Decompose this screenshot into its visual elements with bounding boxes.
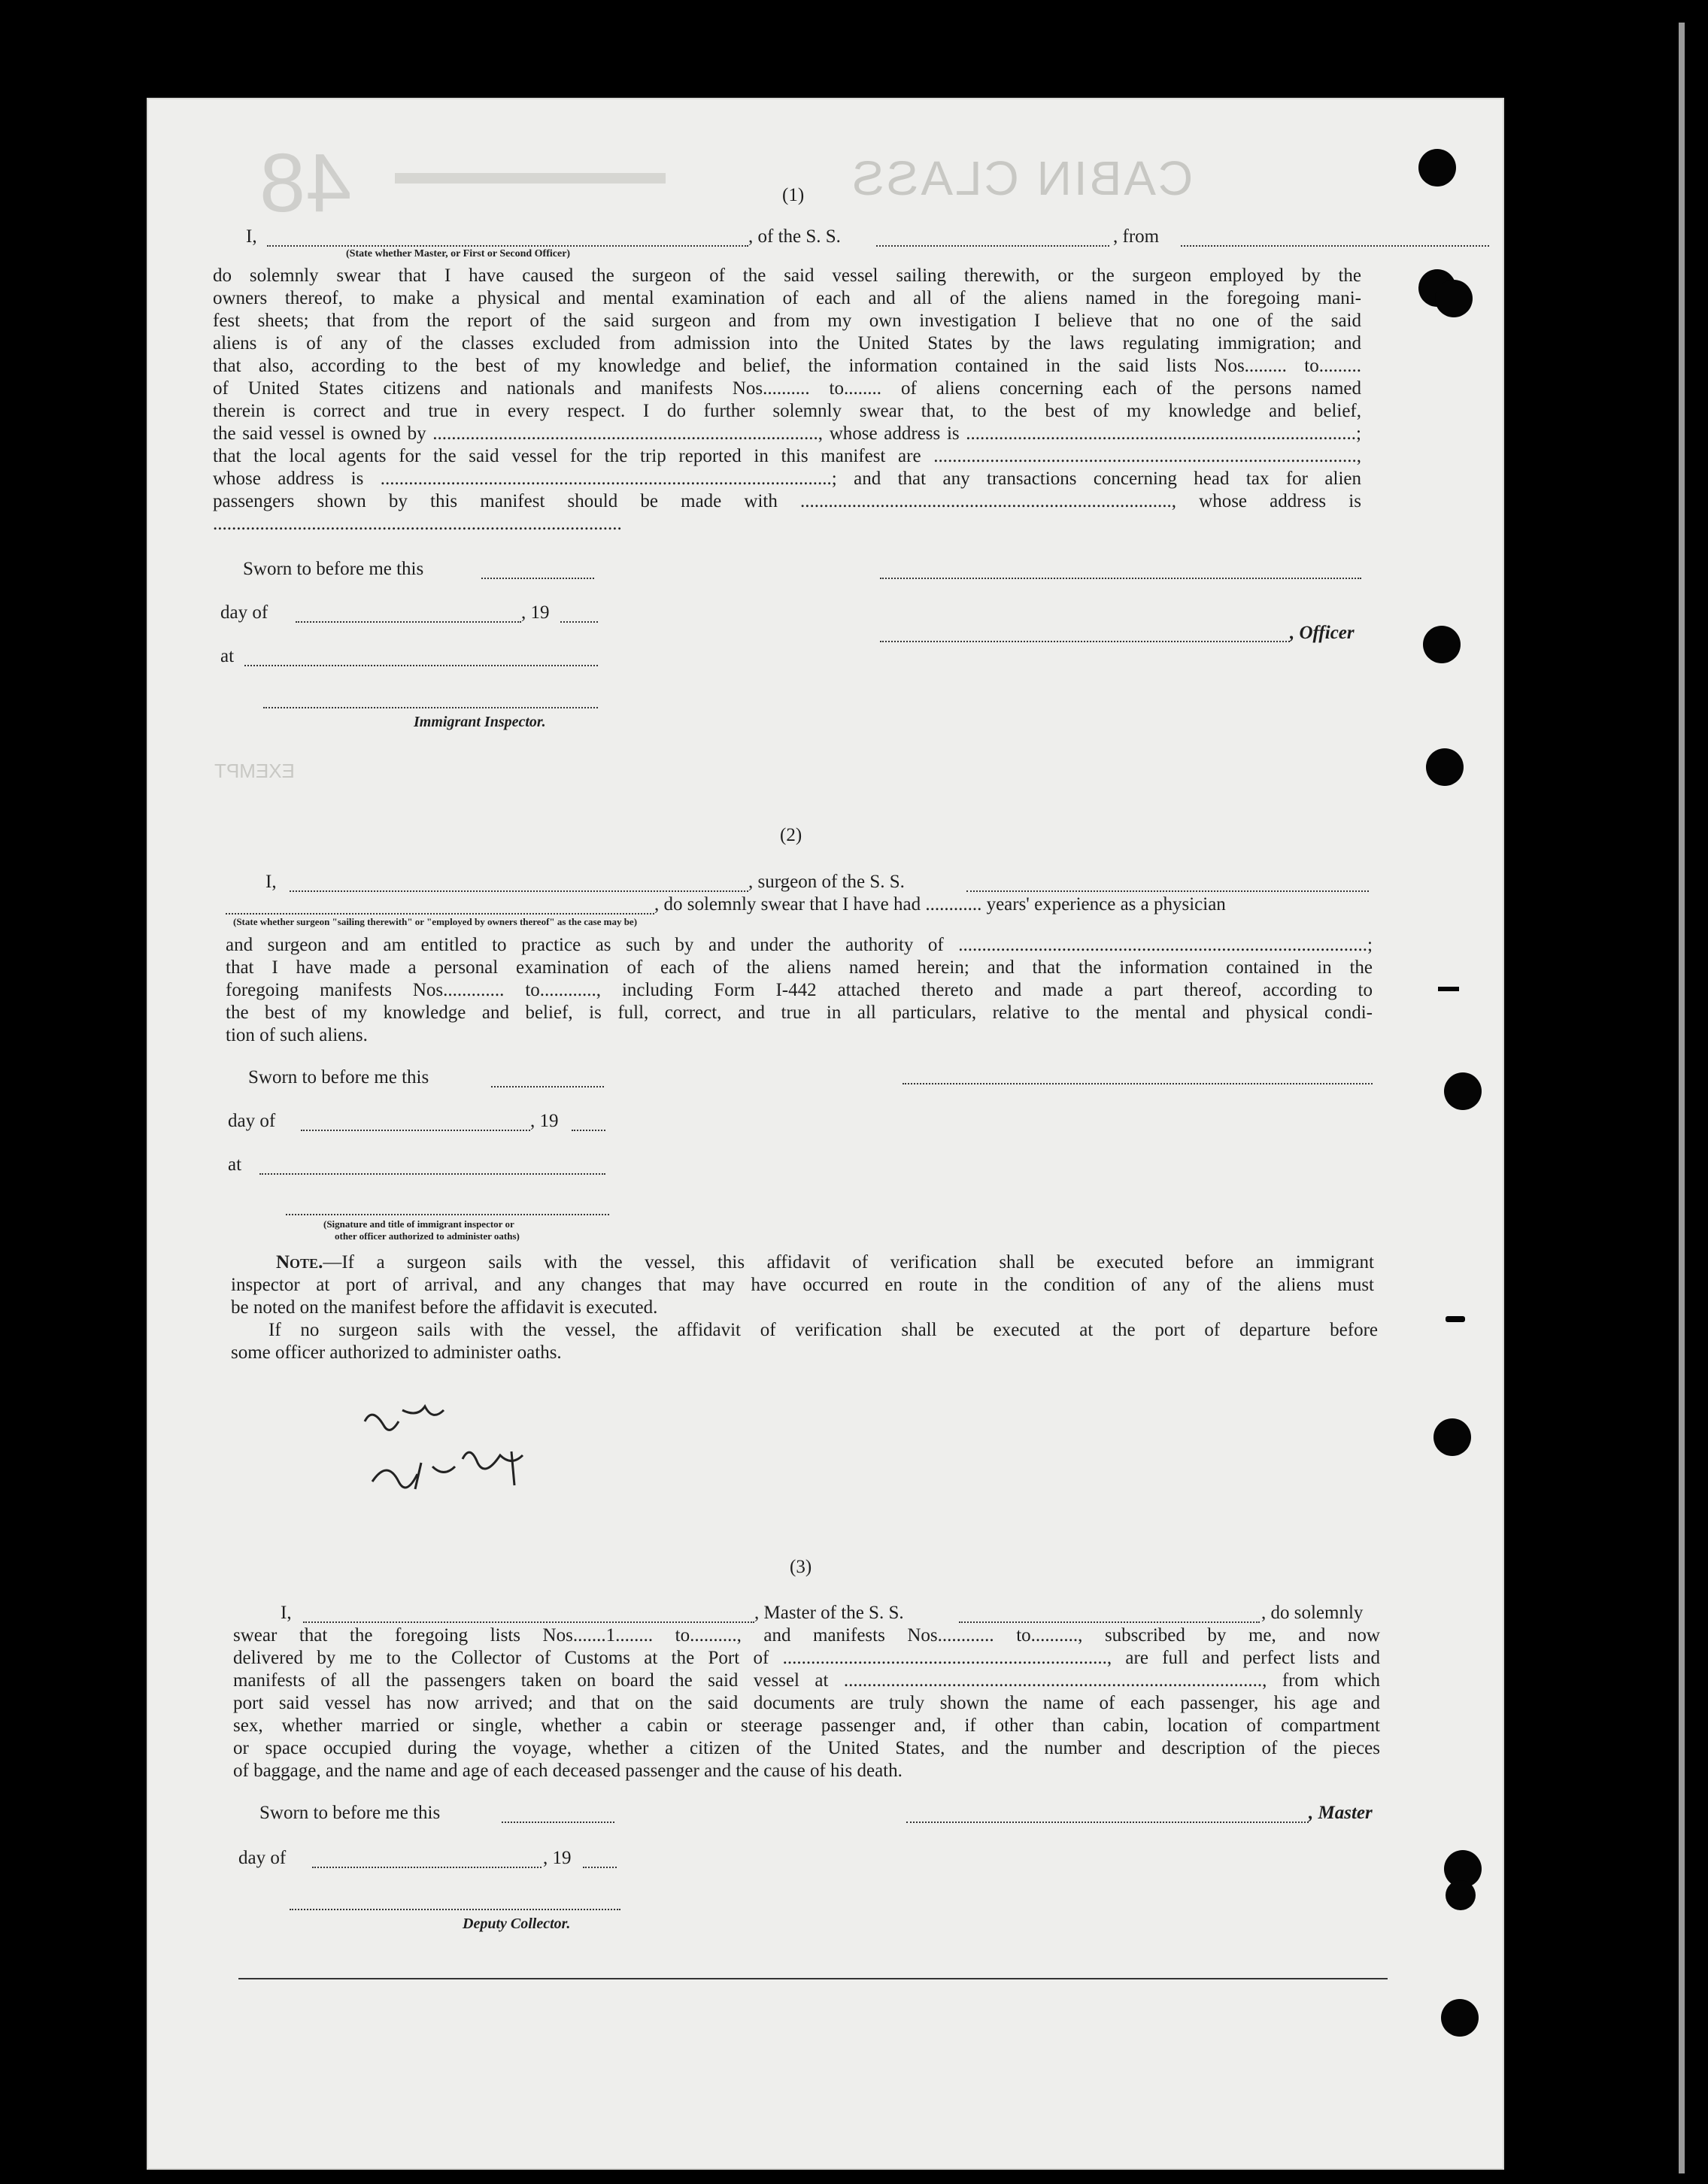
s2-i: I, bbox=[265, 872, 277, 892]
s2-note-line: If no surgeon sails with the vessel, the affidavit of verification shall be executed at the port of departure before bbox=[268, 1320, 1378, 1340]
s1-line: do solemnly swear that I have caused the surgeon of the said vessel sailing therewith, or the surgeon employed by the bbox=[213, 265, 1361, 286]
s3-deputy-line bbox=[290, 1909, 620, 1910]
s1-sworn-field bbox=[481, 578, 594, 579]
s2-ship-field bbox=[966, 890, 1369, 892]
s1-officer bbox=[1290, 622, 1355, 645]
bleed-through-number: 48 bbox=[259, 137, 352, 229]
s2-line: and surgeon and am entitled to practice as such by and under the authority of .......................................................................................; bbox=[226, 935, 1373, 955]
s2-line2: , do solemnly swear that I have had ............ years' experience as a physician bbox=[654, 894, 1226, 915]
s3-sworn: Sworn to before me this bbox=[259, 1803, 441, 1823]
s1-line: that the local agents for the said vessel for the trip reported in this manifest are .........................................................................................., bbox=[213, 446, 1361, 466]
punch-hole bbox=[1418, 149, 1456, 187]
s3-master-sig-line bbox=[906, 1822, 1309, 1823]
s3-master-label: , Master bbox=[1309, 1803, 1373, 1823]
s1-officer-note: (State whether Master, or First or Second Officer) bbox=[346, 248, 571, 259]
s3-deputy bbox=[463, 1912, 570, 1935]
punch-hole bbox=[1426, 748, 1464, 786]
s1-officer-sig-line-1 bbox=[880, 578, 1361, 579]
s3-master-of: , Master of the S. S. bbox=[754, 1603, 904, 1623]
s1-inspector bbox=[414, 710, 546, 733]
section-1-number: (1) bbox=[782, 185, 805, 205]
bleed-through-stamp: EXEMPT bbox=[214, 760, 295, 782]
section-3-number: (3) bbox=[790, 1557, 812, 1577]
s2-note-line: inspector at port of arrival, and any changes that may have occurred en route in the condition of any of the aliens must bbox=[231, 1275, 1374, 1295]
punch-hole bbox=[1446, 1880, 1476, 1910]
s2-sig-note-1: (Signature and title of immigrant inspector or bbox=[323, 1218, 514, 1230]
s2-note-label: Note. bbox=[276, 1252, 323, 1272]
s3-line: manifests of all the passengers taken on board the said vessel at ........................................................................................., from which bbox=[233, 1670, 1380, 1691]
s1-sworn: Sworn to before me this bbox=[243, 559, 424, 579]
s1-from-field bbox=[1181, 245, 1489, 247]
s2-sig-note-2: other officer authorized to administer oaths) bbox=[335, 1230, 520, 1242]
s1-at-field bbox=[244, 665, 598, 666]
s1-line: whose address is ................................................................................................; and that any transactions concerning head tax for alien bbox=[213, 469, 1361, 489]
s3-line: swear that the foregoing lists Nos.......1........ to.........., and manifests Nos............ to.........., subscribed by me, and now bbox=[233, 1625, 1380, 1646]
s1-line: ....................................................................................... bbox=[213, 514, 622, 534]
s3-line: sex, whether married or single, whether a cabin or steerage passenger and, if other than cabin, location of compartment bbox=[233, 1715, 1380, 1736]
s3-deputy-label: Deputy Collector. bbox=[463, 1916, 571, 1932]
s3-day-field bbox=[312, 1867, 542, 1868]
edge-mark bbox=[1438, 987, 1459, 991]
s1-line: aliens is of any of the classes excluded from admission into the United States by the laws regulating immigration; and bbox=[213, 333, 1361, 353]
s2-line: that I have made a personal examination of each of the aliens named herein; and that the information contained in the bbox=[226, 957, 1373, 978]
punch-hole bbox=[1423, 626, 1461, 663]
right-edge-strip bbox=[1679, 23, 1685, 2173]
s3-i: I, bbox=[281, 1603, 292, 1623]
s2-note-line bbox=[276, 1251, 1374, 1274]
s3-line: of baggage, and the name and age of each deceased passenger and the cause of his death. bbox=[233, 1761, 903, 1781]
s2-surgeon-field bbox=[290, 890, 748, 892]
s2-surgeon-note: (State whether surgeon "sailing therewith" or "employed by owners thereof" as the case may be) bbox=[233, 916, 638, 927]
s3-year: , 19 bbox=[543, 1848, 572, 1868]
s1-year-field bbox=[560, 621, 598, 623]
s1-line: the said vessel is owned by .................................................................................., whose address is ...................................................................................; bbox=[213, 423, 1361, 444]
s3-line: port said vessel has now arrived; and that on the said documents are truly shown the name of each passenger, his age and bbox=[233, 1693, 1380, 1713]
s2-year: , 19 bbox=[530, 1111, 559, 1131]
bleed-through-header-line bbox=[395, 173, 666, 184]
s1-inspector-line bbox=[263, 707, 598, 708]
s1-day-of: day of bbox=[220, 602, 268, 623]
s1-line: that also, according to the best of my knowledge and belief, the information contained in the said lists Nos......... to......... bbox=[213, 356, 1361, 376]
s1-line: therein is correct and true in every respect. I do further solemnly swear that, to the best of my knowledge and belief, bbox=[213, 401, 1361, 421]
s1-officer-sig-line-2 bbox=[880, 641, 1290, 642]
s1-line: of United States citizens and nationals and manifests Nos.......... to........ of aliens concerning each of the persons named bbox=[213, 378, 1361, 399]
s1-at: at bbox=[220, 646, 235, 666]
s2-surgeon-type-field bbox=[226, 913, 654, 915]
s3-ship-field bbox=[959, 1621, 1260, 1623]
s2-sworn-field bbox=[491, 1086, 604, 1087]
s1-line: fest sheets; that from the report of the said surgeon and from my own investigation I believe that no one of the said bbox=[213, 311, 1361, 331]
s2-sworn: Sworn to before me this bbox=[248, 1067, 429, 1087]
s1-from: , from bbox=[1113, 226, 1160, 247]
s1-line: passengers shown by this manifest should be made with ..............................................................................., whose address is bbox=[213, 491, 1361, 511]
s3-line: delivered by me to the Collector of Customs at the Port of ....................................................................., are full and perfect lists and bbox=[233, 1648, 1380, 1668]
s2-signature-line bbox=[286, 1214, 609, 1215]
s1-year: , 19 bbox=[521, 602, 550, 623]
s1-ship-field bbox=[876, 245, 1109, 247]
s2-at: at bbox=[228, 1154, 242, 1175]
s2-sig-line bbox=[903, 1083, 1373, 1084]
s1-line: owners thereof, to make a physical and mental examination of each and all of the aliens named in the foregoing mani- bbox=[213, 288, 1361, 308]
handwritten-scribble bbox=[350, 1391, 598, 1519]
s2-day-of: day of bbox=[228, 1111, 276, 1131]
edge-mark bbox=[1446, 1316, 1465, 1322]
bleed-through-cabin-class: CABIN CLASS bbox=[850, 151, 1194, 205]
s2-year-field bbox=[572, 1130, 605, 1131]
s1-inspector-label: Immigrant Inspector. bbox=[414, 714, 546, 730]
punch-hole bbox=[1441, 1999, 1479, 2037]
s2-line: tion of such aliens. bbox=[226, 1025, 368, 1045]
s1-i: I, bbox=[246, 226, 257, 247]
s2-note-line: some officer authorized to administer oaths. bbox=[231, 1342, 562, 1363]
s2-note-text: —If a surgeon sails with the vessel, this affidavit of verification shall be executed before an immigrant bbox=[323, 1252, 1374, 1272]
manifest-page bbox=[147, 98, 1504, 2170]
s3-master-field bbox=[303, 1621, 754, 1623]
s1-day-field bbox=[296, 621, 521, 623]
punch-hole bbox=[1433, 1418, 1471, 1456]
s3-line: or space occupied during the voyage, whether a citizen of the United States, and the number and description of the pieces bbox=[233, 1738, 1380, 1758]
s2-at-field bbox=[259, 1173, 605, 1175]
s1-of-ss: , of the S. S. bbox=[748, 226, 841, 247]
s3-master bbox=[1309, 1802, 1373, 1825]
s2-line: the best of my knowledge and belief, is full, correct, and true in all particulars, relative to the mental and physical condi- bbox=[226, 1003, 1373, 1023]
s1-officer-label: , Officer bbox=[1290, 623, 1355, 643]
s3-solemnly: , do solemnly bbox=[1261, 1603, 1364, 1623]
s3-day-of: day of bbox=[238, 1848, 287, 1868]
punch-hole bbox=[1435, 280, 1473, 317]
s2-day-field bbox=[301, 1130, 530, 1131]
s3-year-field bbox=[583, 1867, 617, 1868]
s2-line: foregoing manifests Nos............. to............, including Form I-442 attached thereto and made a part thereof, according to bbox=[226, 980, 1373, 1000]
s3-sworn-field bbox=[502, 1822, 614, 1823]
s1-officer-field bbox=[267, 245, 748, 247]
bottom-rule bbox=[238, 1978, 1388, 1979]
s2-surgeon-of: , surgeon of the S. S. bbox=[748, 872, 905, 892]
s2-note-line: be noted on the manifest before the affidavit is executed. bbox=[231, 1297, 658, 1318]
section-2-number: (2) bbox=[780, 825, 802, 845]
punch-hole bbox=[1444, 1072, 1482, 1110]
